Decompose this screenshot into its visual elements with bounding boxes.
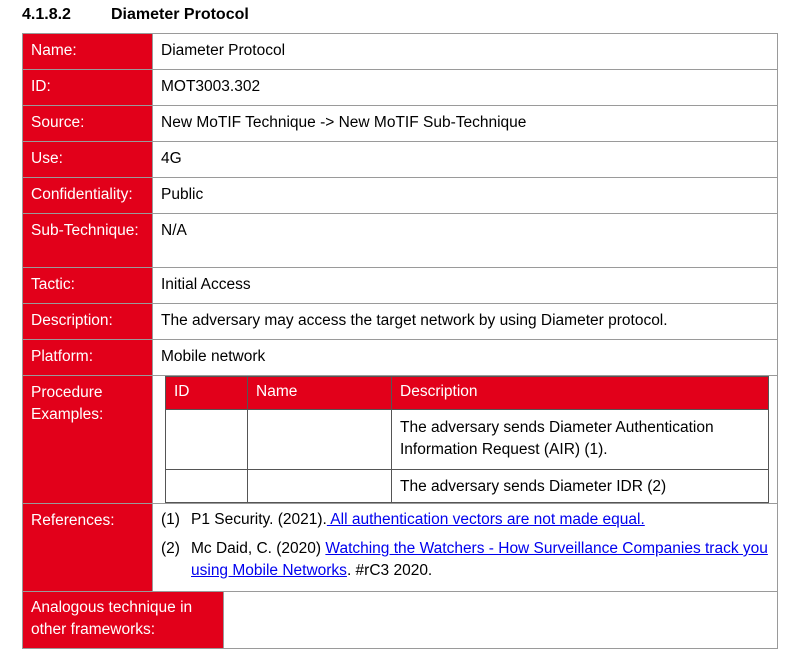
procedure-id: [166, 410, 248, 470]
row-description: [23, 304, 778, 340]
id-value: MOT3003.302: [153, 70, 778, 106]
confidentiality-value: Public: [153, 178, 778, 214]
reference-item: [161, 538, 769, 582]
source-label: Source:: [23, 106, 153, 142]
platform-label: Platform:: [23, 340, 153, 376]
analogous-value: [224, 592, 777, 648]
row-name: [23, 34, 778, 70]
row-analogous: [23, 592, 778, 649]
row-use: [23, 142, 778, 178]
description-label: Description:: [23, 304, 153, 340]
id-label: ID:: [23, 70, 153, 106]
tactic-label: Tactic:: [23, 268, 153, 304]
analogous-wrap: [23, 592, 777, 648]
procedures-label: Procedure Examples:: [23, 376, 153, 504]
procedures-table: [165, 376, 769, 503]
reference-link[interactable]: All authentication vectors are not made equal.: [326, 511, 645, 528]
row-platform: [23, 340, 778, 376]
references-value: [153, 504, 778, 592]
row-tactic: [23, 268, 778, 304]
description-value: The adversary may access the target network by using Diameter protocol.: [153, 304, 778, 340]
section-heading: [22, 6, 249, 24]
technique-table: [22, 33, 778, 649]
name-value: Diameter Protocol: [153, 34, 778, 70]
procedures-header-row: [166, 377, 769, 410]
procedure-description: The adversary sends Diameter IDR (2): [392, 470, 769, 503]
reference-prefix: Mc Daid, C. (2020): [191, 540, 326, 557]
procedures-value: [153, 376, 778, 504]
analogous-label: Analogous technique in other frameworks:: [23, 592, 224, 648]
references-label: References:: [23, 504, 153, 592]
procedure-id: [166, 470, 248, 503]
row-confidentiality: [23, 178, 778, 214]
procedure-description: The adversary sends Diameter Authentication Information Request (AIR) (1).: [392, 410, 769, 470]
reference-index: (1): [161, 511, 180, 528]
section-title: Diameter Protocol: [111, 6, 249, 23]
sub-technique-label: Sub-Technique:: [23, 214, 153, 268]
references-list: [161, 509, 769, 582]
source-value: New MoTIF Technique -> New MoTIF Sub-Technique: [153, 106, 778, 142]
row-source: [23, 106, 778, 142]
procedure-row: [166, 410, 769, 470]
procedures-header-id: ID: [166, 377, 248, 410]
reference-item: [161, 509, 769, 531]
analogous-cell: [23, 592, 778, 649]
procedures-header-name: Name: [248, 377, 392, 410]
row-references: [23, 504, 778, 592]
procedure-name: [248, 470, 392, 503]
reference-link[interactable]: Watching the Watchers - How Surveillance Companies track you using Mobile Networks: [191, 540, 768, 579]
use-value: 4G: [153, 142, 778, 178]
section-number: 4.1.8.2: [22, 6, 71, 23]
row-id: [23, 70, 778, 106]
sub-technique-value: N/A: [153, 214, 778, 268]
reference-index: (2): [161, 540, 180, 557]
row-sub-technique: [23, 214, 778, 268]
reference-suffix: . #rC3 2020.: [346, 562, 433, 579]
use-label: Use:: [23, 142, 153, 178]
platform-value: Mobile network: [153, 340, 778, 376]
procedure-row: [166, 470, 769, 503]
name-label: Name:: [23, 34, 153, 70]
procedures-header-description: Description: [392, 377, 769, 410]
tactic-value: Initial Access: [153, 268, 778, 304]
procedure-name: [248, 410, 392, 470]
confidentiality-label: Confidentiality:: [23, 178, 153, 214]
reference-prefix: P1 Security. (2021).: [191, 511, 327, 528]
row-procedures: [23, 376, 778, 504]
